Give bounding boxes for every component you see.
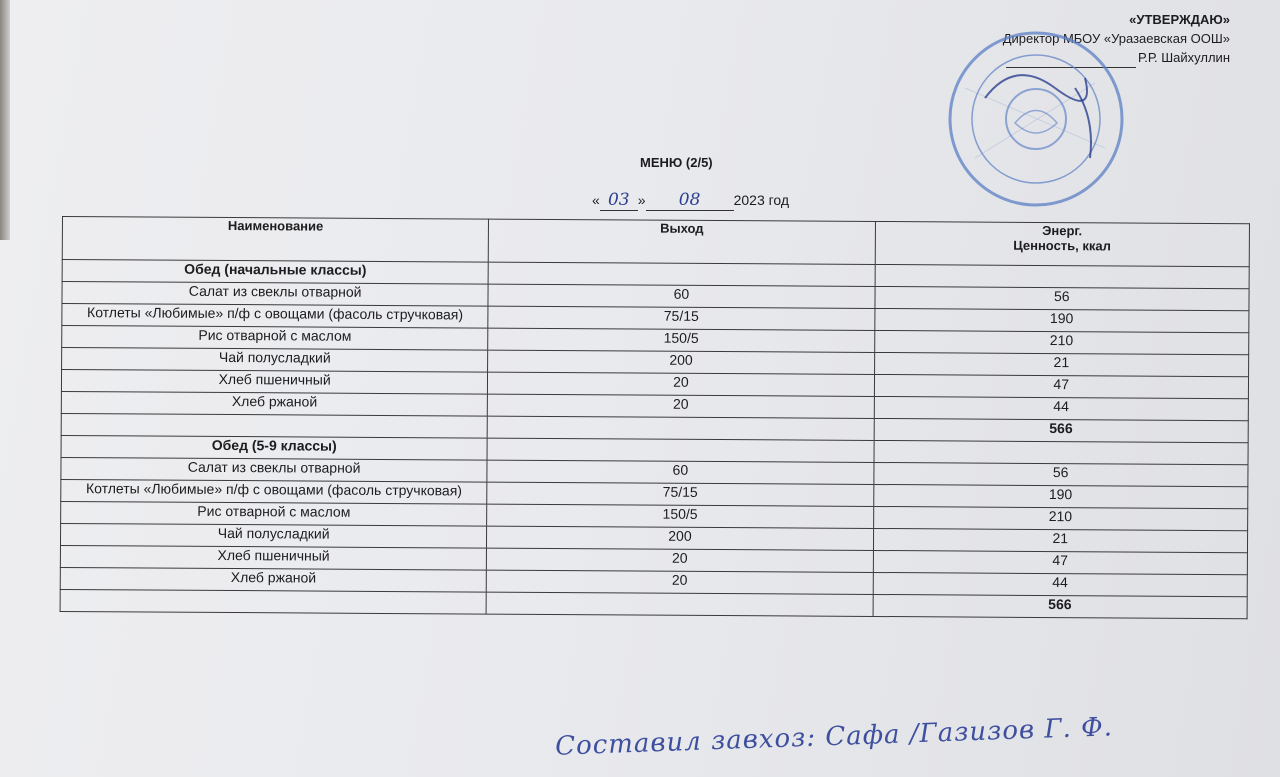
dish-output: 20 [487,548,873,572]
dish-output: 150/5 [487,504,873,528]
section-total: 566 [874,418,1249,442]
approval-position: Директор МБОУ «Уразаевская ООШ» [1002,31,1230,46]
page-shadow-edge [0,0,10,240]
section-title: Обед (5-9 классы) [61,435,487,460]
menu-date: « 03 » 08 2023 год [592,190,790,210]
dish-output: 75/15 [487,482,873,506]
approval-name: Р.Р. Шайхуллин [1138,50,1230,65]
dish-name: Рис отварной с маслом [62,326,488,351]
dish-name: Чай полусладкий [60,523,486,548]
dish-output: 60 [488,284,874,308]
dish-name: Хлеб пшеничный [61,370,487,395]
date-month: 08 [646,190,734,211]
dish-energy: 190 [873,484,1248,508]
dish-energy: 44 [874,396,1249,420]
dish-output: 20 [487,570,873,594]
dish-energy: 21 [874,352,1249,376]
dish-energy: 210 [873,506,1248,530]
header-row [62,217,1249,267]
dish-energy: 210 [874,330,1249,354]
header-output: Выход [489,219,875,264]
dish-energy: 47 [873,550,1248,574]
dish-name: Котлеты «Любимые» п/ф с овощами (фасоль стручковая) [62,304,488,329]
dish-name: Салат из свеклы отварной [61,457,487,482]
dish-name: Чай полусладкий [62,348,488,373]
dish-energy: 21 [873,528,1248,552]
dish-energy: 190 [874,308,1249,332]
dish-output: 60 [487,460,873,484]
section-title: Обед (начальные классы) [62,260,488,285]
dish-energy: 44 [873,572,1248,596]
dish-energy: 56 [874,286,1249,310]
dish-name: Хлеб пшеничный [60,545,486,570]
section-total: 566 [873,594,1248,618]
dish-output: 200 [488,350,874,374]
approval-title: «УТВЕРЖДАЮ» [1129,12,1230,27]
dish-name: Хлеб ржаной [60,567,486,592]
dish-output: 20 [488,372,874,396]
handwritten-compiler-signature: Составил завхоз: Сафа /Газизов Г. Ф. [554,712,1114,762]
dish-energy: 47 [874,374,1249,398]
round-seal-stamp [945,28,1127,210]
dish-name: Салат из свеклы отварной [62,282,488,307]
dish-output: 75/15 [488,306,874,330]
date-day: 03 [600,190,638,211]
dish-output: 20 [488,394,874,418]
dish-name: Котлеты «Любимые» п/ф с овощами (фасоль стручковая) [61,479,487,504]
header-energy: Энерг. Ценность, ккал [875,221,1250,266]
dish-energy: 56 [873,462,1248,486]
dish-name: Рис отварной с маслом [61,501,487,526]
dish-name: Хлеб ржаной [61,391,487,416]
date-year: 2023 год [733,192,790,208]
dish-output: 150/5 [488,328,874,352]
dish-output: 200 [487,526,873,550]
menu-title: МЕНЮ (2/5) [640,155,713,170]
menu-table [60,216,1250,619]
header-name: Наименование [62,217,489,263]
